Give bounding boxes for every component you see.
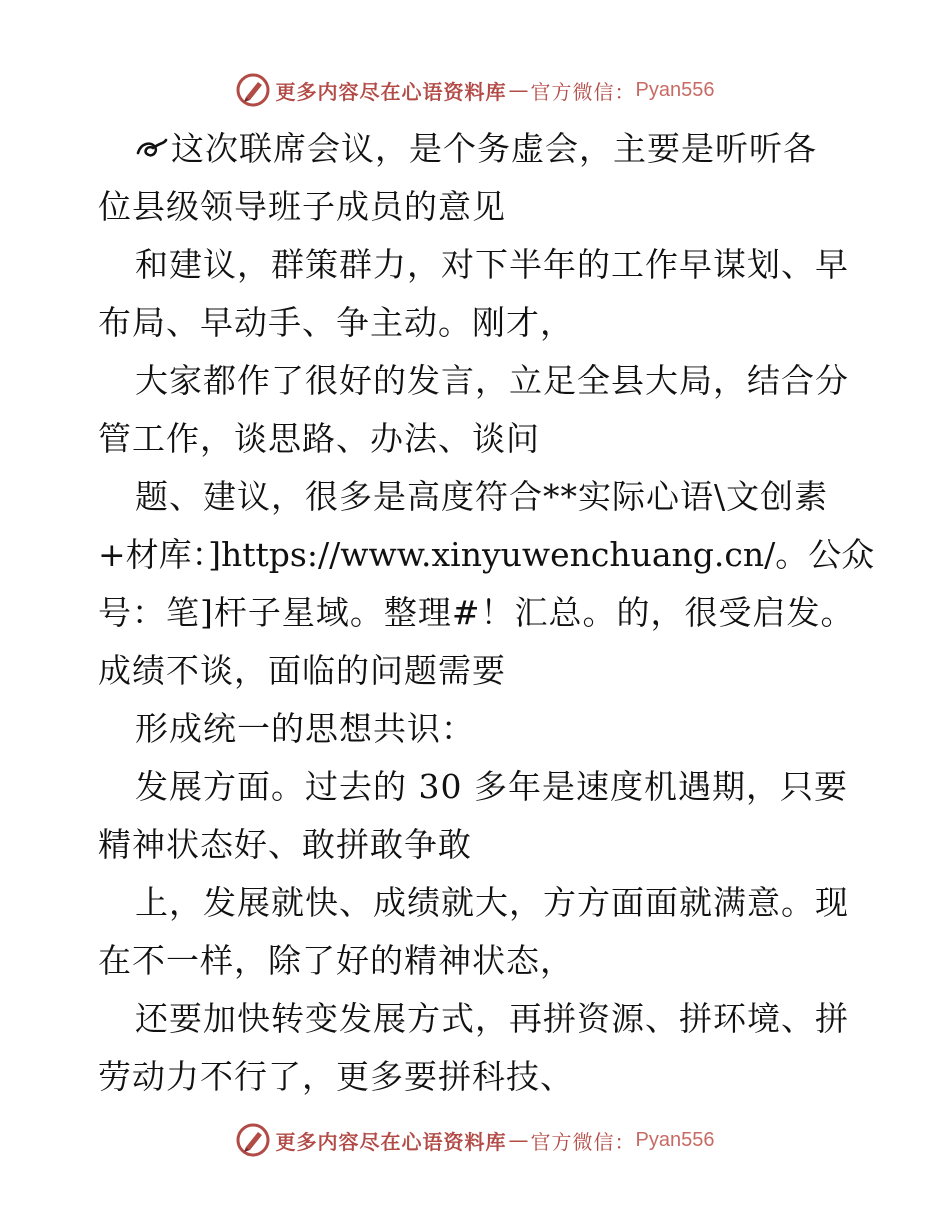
header-banner <box>0 70 950 110</box>
text-line: 劳动力不行了，更多要拼科技、 <box>98 1057 574 1096</box>
footer-brand-text: 更多内容尽在心语资料库 <box>275 1129 507 1154</box>
footer-banner <box>0 1120 950 1160</box>
brand-logo-icon <box>236 1123 270 1157</box>
text-line <box>98 120 858 178</box>
text-line: 位县级领导班子成员的意见 <box>98 187 506 226</box>
text-line: 管工作，谈思路、办法、谈问 <box>98 419 540 458</box>
header-official-label: 官方微信： <box>530 79 636 104</box>
footer-separator: — <box>508 1128 529 1152</box>
text-line: 发展方面。过去的 30 多年是速度机遇期，只要 <box>135 767 848 806</box>
text-line: 大家都作了很好的发言，立足全县大局，结合分 <box>135 361 849 400</box>
document-body <box>98 120 875 1106</box>
text-line: 形成统一的思想共识： <box>135 709 475 748</box>
footer-official-label: 官方微信： <box>530 1129 636 1154</box>
text-line: 在不一样，除了好的精神状态， <box>98 941 574 980</box>
header-brand-text: 更多内容尽在心语资料库 <box>275 79 507 104</box>
text-line: 布局、早动手、争主动。刚才， <box>98 303 574 342</box>
text-line-content: 这次联席会议，是个务虚会，主要是听听各 <box>171 129 817 168</box>
text-line: 上，发展就快、成绩就大，方方面面就满意。现 <box>135 883 849 922</box>
text-line: 精神状态好、敢拼敢争敢 <box>98 825 472 864</box>
header-account-id: Pyan556 <box>635 78 715 101</box>
brand-logo-icon <box>236 73 270 107</box>
footer-account-id: Pyan556 <box>635 1128 715 1151</box>
text-line: 题、建议，很多是高度符合**实际心语\文创素 <box>135 477 829 516</box>
text-line: +材库：]https://www.xinyuwenchuang.cn/。公众 <box>98 535 875 574</box>
text-line: 还要加快转变发展方式，再拼资源、拼环境、拼 <box>135 999 849 1038</box>
text-line: 号：笔]杆子星域。整理#！汇总。的，很受启发。 <box>98 593 855 632</box>
header-separator: — <box>508 78 529 102</box>
flourish-bullet-icon <box>135 131 169 165</box>
text-line: 成绩不谈，面临的问题需要 <box>98 651 506 690</box>
text-line: 和建议，群策群力，对下半年的工作早谋划、早 <box>135 245 849 284</box>
